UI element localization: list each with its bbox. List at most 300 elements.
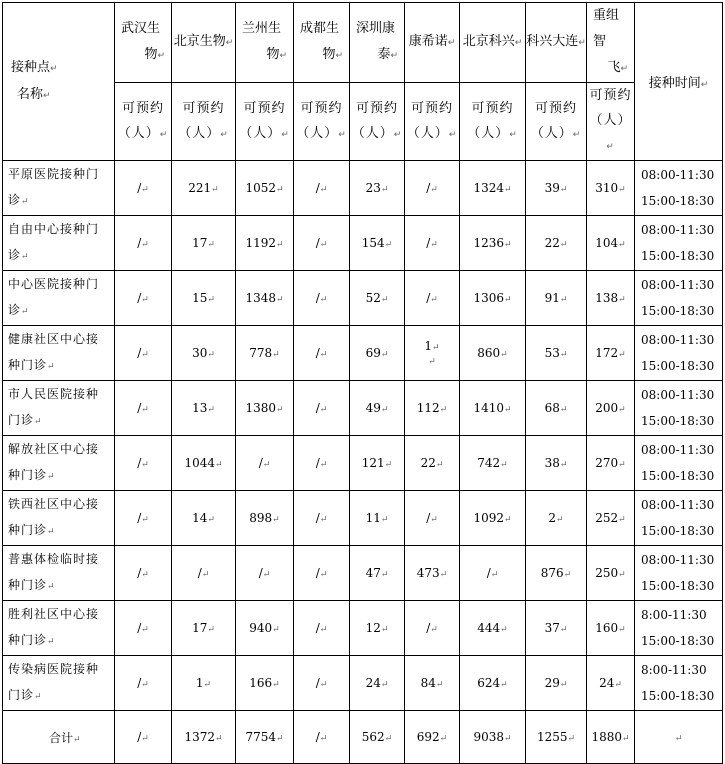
availability-cell	[526, 326, 587, 381]
time-line: 08:00-11:30	[641, 223, 715, 237]
time-line: 15:00-18:30	[641, 414, 715, 428]
paragraph-mark: ↵	[618, 185, 626, 195]
unit-header-1	[115, 83, 172, 161]
unit-header-7	[460, 83, 526, 161]
paragraph-mark: ↵	[262, 460, 271, 470]
vaccine-header-5	[350, 3, 405, 83]
availability-cell	[526, 271, 587, 326]
paragraph-mark: ↵	[618, 515, 626, 525]
time-line: 15:00-18:30	[641, 689, 715, 703]
availability-cell	[460, 436, 526, 491]
paragraph-mark: ↵	[34, 692, 43, 702]
time-line: 08:00-11:30	[641, 278, 715, 292]
availability-cell	[350, 161, 405, 216]
time-line: 15:00-18:30	[641, 249, 715, 263]
paragraph-mark: ↵	[430, 185, 438, 195]
table-row	[3, 326, 723, 381]
paragraph-mark: ↵	[262, 570, 271, 580]
paragraph-mark: ↵	[319, 295, 328, 305]
paragraph-mark: ↵	[207, 295, 215, 305]
paragraph-mark: ↵	[319, 570, 328, 580]
site-name-line: 铁西社区中心接	[8, 497, 100, 511]
vaccine-header-line: 物↵	[144, 47, 165, 62]
paragraph-mark: ↵	[559, 295, 568, 305]
paragraph-mark: ↵	[338, 129, 347, 140]
availability-cell	[172, 656, 236, 711]
availability-value: /	[315, 181, 320, 195]
site-name-line: 传染病医院接种	[8, 662, 100, 676]
paragraph-mark: ↵	[504, 240, 512, 250]
paragraph-mark: ↵	[281, 129, 290, 140]
site-name-cell	[3, 491, 115, 546]
availability-value: /	[137, 456, 142, 470]
paragraph-mark: ↵	[21, 307, 30, 317]
unit-paren: （人）↵	[406, 125, 458, 141]
availability-value: 154	[361, 236, 385, 250]
availability-value: /	[137, 566, 142, 580]
site-name-line: 市人民医院接种	[8, 387, 100, 401]
availability-cell	[294, 546, 350, 601]
availability-value: 29	[544, 676, 560, 690]
site-name-line: 种门诊↵	[8, 578, 56, 592]
availability-cell	[115, 326, 172, 381]
availability-value: 15	[192, 291, 208, 305]
paragraph-mark: ↵	[618, 295, 626, 305]
availability-cell	[587, 491, 635, 546]
time-header-cell: 接种时间↵	[635, 3, 723, 161]
vaccine-header-line: 北京生物↵	[173, 34, 234, 49]
availability-value: 49	[365, 401, 381, 415]
availability-value: 39	[544, 181, 560, 195]
site-name-line: 普惠体检临时接	[8, 552, 100, 566]
availability-value: 52	[365, 291, 381, 305]
availability-cell	[236, 601, 294, 656]
paragraph-mark: ↵	[439, 570, 448, 580]
availability-value: 17	[192, 621, 208, 635]
availability-value: 12	[365, 621, 381, 635]
availability-cell	[587, 216, 635, 271]
availability-value: 166	[249, 676, 273, 690]
availability-cell	[236, 491, 294, 546]
unit-label: 可预约	[182, 100, 225, 116]
site-name-line: 健康社区中心接	[8, 332, 100, 346]
paragraph-mark: ↵	[225, 38, 234, 48]
total-time-cell	[635, 711, 723, 764]
availability-value: 1044	[184, 456, 215, 470]
availability-cell	[350, 271, 405, 326]
availability-value: 1	[195, 676, 204, 690]
availability-cell	[115, 381, 172, 436]
availability-cell	[172, 546, 236, 601]
paragraph-mark: ↵	[335, 51, 343, 61]
availability-value: 270	[595, 456, 619, 470]
availability-cell	[236, 546, 294, 601]
table-row	[3, 656, 723, 711]
time-line: 15:00-18:30	[641, 304, 715, 318]
availability-cell	[115, 601, 172, 656]
availability-value: 310	[595, 181, 619, 195]
availability-value: 17	[192, 236, 208, 250]
availability-cell	[405, 436, 460, 491]
paragraph-mark: ↵	[380, 570, 389, 580]
unit-paren: （人）↵	[117, 125, 169, 141]
total-value-cell	[526, 711, 587, 764]
unit-label: 可预约	[534, 100, 577, 116]
vaccine-header-line: 北京科兴↵	[462, 34, 523, 49]
paragraph-mark: ↵	[319, 734, 328, 744]
availability-cell	[236, 161, 294, 216]
paragraph-mark: ↵	[393, 129, 403, 140]
paragraph-mark: ↵	[203, 680, 212, 690]
paragraph-mark: ↵	[384, 460, 393, 470]
time-cell	[635, 601, 723, 656]
paragraph-mark: ↵	[319, 515, 328, 525]
paragraph-mark: ↵	[21, 252, 30, 262]
paragraph-mark: ↵	[159, 129, 169, 140]
total-label-cell	[3, 711, 115, 764]
availability-cell	[526, 491, 587, 546]
paragraph-mark: ↵	[47, 582, 56, 592]
unit-label: 可预约	[589, 88, 632, 103]
table-row	[3, 381, 723, 436]
availability-cell	[526, 601, 587, 656]
paragraph-mark: ↵	[207, 625, 215, 635]
paragraph-mark: ↵	[272, 515, 280, 525]
availability-cell	[405, 216, 460, 271]
paragraph-mark: ↵	[157, 51, 165, 61]
site-name-cell	[3, 161, 115, 216]
paragraph-mark: ↵	[435, 460, 444, 470]
corner-line-2: 名称↵	[17, 86, 51, 102]
paragraph-mark: ↵	[141, 570, 149, 580]
availability-cell	[460, 216, 526, 271]
paragraph-mark: ↵	[559, 625, 568, 635]
total-value: /	[137, 730, 142, 744]
time-line: 15:00-18:30	[641, 469, 715, 483]
paragraph-mark: ↵	[319, 680, 328, 690]
availability-cell	[405, 381, 460, 436]
availability-value: 252	[595, 511, 619, 525]
paragraph-mark: ↵	[559, 240, 568, 250]
availability-value: /	[426, 511, 431, 525]
paragraph-mark: ↵	[447, 38, 456, 48]
availability-cell	[587, 326, 635, 381]
availability-value: 1306	[473, 291, 504, 305]
paragraph-mark: ↵	[563, 570, 572, 580]
availability-cell	[350, 546, 405, 601]
site-name-cell	[3, 546, 115, 601]
availability-cell	[115, 216, 172, 271]
paragraph-mark: ↵	[319, 240, 328, 250]
availability-value: 1236	[473, 236, 504, 250]
time-line: 8:00-11:30	[641, 663, 707, 677]
availability-value: /	[137, 181, 142, 195]
unit-label: 可预约	[243, 100, 286, 116]
paragraph-mark: ↵	[279, 51, 287, 61]
vaccine-header-line: 科兴大连↵	[526, 34, 586, 49]
paragraph-mark: ↵	[500, 680, 508, 690]
availability-value: /	[197, 566, 202, 580]
availability-value: 160	[595, 621, 619, 635]
header-row-vaccines	[3, 3, 723, 83]
paragraph-mark: ↵	[47, 527, 56, 537]
availability-cell	[405, 656, 460, 711]
availability-value: 172	[595, 346, 619, 360]
total-value: 1880	[591, 730, 622, 744]
paragraph-mark: ↵	[276, 405, 284, 415]
availability-value: 876	[540, 566, 564, 580]
availability-value: 940	[249, 621, 273, 635]
paragraph-mark: ↵	[674, 734, 683, 744]
availability-cell	[526, 656, 587, 711]
time-line: 15:00-18:30	[641, 359, 715, 373]
paragraph-mark: ↵	[430, 295, 438, 305]
paragraph-mark: ↵	[559, 460, 568, 470]
corner-line-1: 接种点↵	[11, 59, 58, 75]
unit-label: 可预约	[121, 100, 164, 116]
site-name-line: 诊↵	[8, 248, 30, 262]
paragraph-mark: ↵	[141, 350, 149, 360]
vaccine-header-4	[294, 3, 350, 83]
availability-value: /	[137, 401, 142, 415]
availability-value: 1192	[245, 236, 276, 250]
total-value-cell	[294, 711, 350, 764]
site-name-cell	[3, 381, 115, 436]
availability-cell	[350, 326, 405, 381]
total-value-cell	[172, 711, 236, 764]
site-name-line: 门诊↵	[8, 688, 43, 702]
unit-header-6	[405, 83, 460, 161]
total-value-cell	[236, 711, 294, 764]
availability-value: 1348	[245, 291, 276, 305]
availability-value: /	[315, 291, 320, 305]
paragraph-mark: ↵	[556, 515, 564, 525]
vaccine-header-line: 物↵	[322, 47, 343, 62]
availability-cell	[294, 381, 350, 436]
site-name-cell	[3, 271, 115, 326]
availability-value: /	[426, 236, 431, 250]
availability-value: 30	[192, 346, 208, 360]
availability-cell	[172, 381, 236, 436]
paragraph-mark: ↵	[47, 472, 56, 482]
vaccine-header-line: 康希诺↵	[408, 34, 456, 49]
paragraph-mark: ↵	[504, 295, 512, 305]
paragraph-mark: ↵	[384, 240, 393, 250]
total-value: 1255	[536, 730, 568, 744]
paragraph-mark: ↵	[276, 185, 284, 195]
vaccine-header-line: 泰↵	[377, 47, 398, 62]
availability-cell	[350, 436, 405, 491]
paragraph-mark: ↵	[207, 240, 215, 250]
paragraph-mark: ↵	[207, 350, 215, 360]
unit-paren: （人）↵	[239, 125, 290, 141]
vaccine-header-line: 武汉生	[121, 21, 161, 36]
site-name-line: 诊↵	[8, 303, 30, 317]
paragraph-mark: ↵	[504, 185, 512, 195]
availability-value: 2	[548, 511, 557, 525]
time-cell	[635, 271, 723, 326]
paragraph-mark: ↵	[430, 515, 438, 525]
availability-cell	[587, 656, 635, 711]
paragraph-mark: ↵	[618, 460, 626, 470]
vaccine-header-1	[115, 3, 172, 83]
paragraph-mark: ↵	[272, 680, 280, 690]
availability-value: 1052	[245, 181, 276, 195]
paragraph-mark: ↵	[448, 129, 458, 140]
time-line: 15:00-18:30	[641, 194, 715, 208]
availability-value: 104	[595, 236, 619, 250]
site-name-line: 诊↵	[8, 193, 30, 207]
availability-value: 37	[544, 621, 560, 635]
availability-value: 860	[477, 346, 501, 360]
paragraph-mark: ↵	[490, 570, 499, 580]
availability-cell	[115, 161, 172, 216]
paragraph-mark: ↵	[618, 570, 626, 580]
unit-label: 可预约	[471, 100, 514, 116]
site-name-cell	[3, 601, 115, 656]
time-cell	[635, 436, 723, 491]
paragraph-mark: ↵	[384, 734, 393, 744]
paragraph-mark: ↵	[606, 142, 615, 152]
unit-paren: （人）↵	[178, 125, 229, 141]
paragraph-mark: ↵	[430, 240, 438, 250]
paragraph-mark: ↵	[504, 515, 512, 525]
paragraph-mark: ↵	[207, 405, 215, 415]
paragraph-mark: ↵	[614, 680, 622, 690]
paragraph-mark: ↵	[559, 185, 568, 195]
unit-label: 可预约	[355, 100, 398, 116]
availability-cell	[172, 271, 236, 326]
availability-value: 68	[544, 401, 560, 415]
availability-value: /	[315, 621, 320, 635]
paragraph-mark: ↵	[504, 734, 512, 744]
availability-cell	[294, 161, 350, 216]
availability-value: /	[137, 346, 142, 360]
unit-header-2	[172, 83, 236, 161]
paragraph-mark: ↵	[618, 350, 626, 360]
time-cell	[635, 656, 723, 711]
availability-value: /	[137, 291, 142, 305]
availability-cell	[460, 491, 526, 546]
paragraph-mark: ↵	[319, 405, 328, 415]
vaccine-header-7	[460, 3, 526, 83]
total-value: 1372	[184, 730, 215, 744]
paragraph-mark: ↵	[276, 734, 284, 744]
time-line: 8:00-11:30	[641, 608, 707, 622]
paragraph-mark: ↵	[211, 185, 219, 195]
table-row	[3, 271, 723, 326]
availability-value: /	[137, 621, 142, 635]
availability-cell	[405, 491, 460, 546]
availability-value: 24	[599, 676, 615, 690]
availability-cell	[350, 381, 405, 436]
vaccine-availability-table	[2, 2, 723, 764]
paragraph-mark: ↵	[618, 625, 626, 635]
total-value: 562	[361, 730, 385, 744]
unit-paren: （人）↵	[467, 125, 518, 141]
time-cell	[635, 381, 723, 436]
paragraph-mark: ↵	[141, 625, 149, 635]
availability-cell	[115, 546, 172, 601]
availability-value: 14	[192, 511, 208, 525]
availability-value: 200	[595, 401, 619, 415]
availability-cell	[236, 271, 294, 326]
unit-header-4	[294, 83, 350, 161]
site-name-cell	[3, 216, 115, 271]
availability-value: /	[426, 181, 431, 195]
table-row	[3, 491, 723, 546]
availability-value: 112	[416, 401, 440, 415]
availability-value: 778	[249, 346, 273, 360]
availability-cell	[587, 381, 635, 436]
time-cell	[635, 216, 723, 271]
paragraph-mark: ↵	[319, 185, 328, 195]
availability-cell	[460, 656, 526, 711]
paragraph-mark: ↵	[509, 129, 518, 140]
site-name-cell	[3, 436, 115, 491]
paragraph-mark: ↵	[500, 625, 508, 635]
availability-cell	[460, 546, 526, 601]
time-line: 08:00-11:30	[641, 388, 715, 402]
availability-cell	[294, 491, 350, 546]
paragraph-mark: ↵	[207, 515, 215, 525]
unit-header-9	[587, 83, 635, 161]
availability-cell	[587, 271, 635, 326]
paragraph-mark: ↵	[380, 350, 389, 360]
availability-value: 1410	[473, 401, 504, 415]
availability-value: /	[137, 511, 142, 525]
paragraph-mark: ↵	[141, 515, 149, 525]
paragraph-mark: ↵	[439, 405, 448, 415]
paragraph-mark: ↵	[428, 357, 436, 367]
availability-value: 22	[544, 236, 560, 250]
vaccine-header-8	[526, 3, 587, 83]
site-name-line: 平原医院接种门	[8, 167, 100, 181]
time-cell	[635, 546, 723, 601]
availability-cell	[405, 271, 460, 326]
availability-cell	[350, 216, 405, 271]
time-line: 08:00-11:30	[641, 553, 715, 567]
availability-cell	[587, 601, 635, 656]
paragraph-mark: ↵	[141, 460, 149, 470]
time-cell	[635, 326, 723, 381]
time-line: 08:00-11:30	[641, 498, 715, 512]
availability-cell	[172, 216, 236, 271]
vaccine-header-2	[172, 3, 236, 83]
paragraph-mark: ↵	[319, 460, 328, 470]
availability-value: 23	[365, 181, 381, 195]
site-name-line: 种门诊↵	[8, 633, 56, 647]
paragraph-mark: ↵	[618, 405, 626, 415]
table-row	[3, 546, 723, 601]
unit-header-5	[350, 83, 405, 161]
availability-value: /	[315, 566, 320, 580]
paragraph-mark: ↵	[141, 405, 149, 415]
paragraph-mark: ↵	[34, 417, 43, 427]
availability-value: /	[137, 236, 142, 250]
availability-cell	[294, 601, 350, 656]
availability-cell	[587, 436, 635, 491]
paragraph-mark: ↵	[430, 625, 438, 635]
paragraph-mark: ↵	[21, 197, 30, 207]
vaccine-header-line: 兰州生	[242, 21, 282, 36]
availability-cell	[526, 161, 587, 216]
paragraph-mark: ↵	[276, 295, 284, 305]
paragraph-mark: ↵	[500, 460, 508, 470]
availability-cell	[294, 271, 350, 326]
availability-cell	[526, 216, 587, 271]
availability-value: /	[426, 291, 431, 305]
